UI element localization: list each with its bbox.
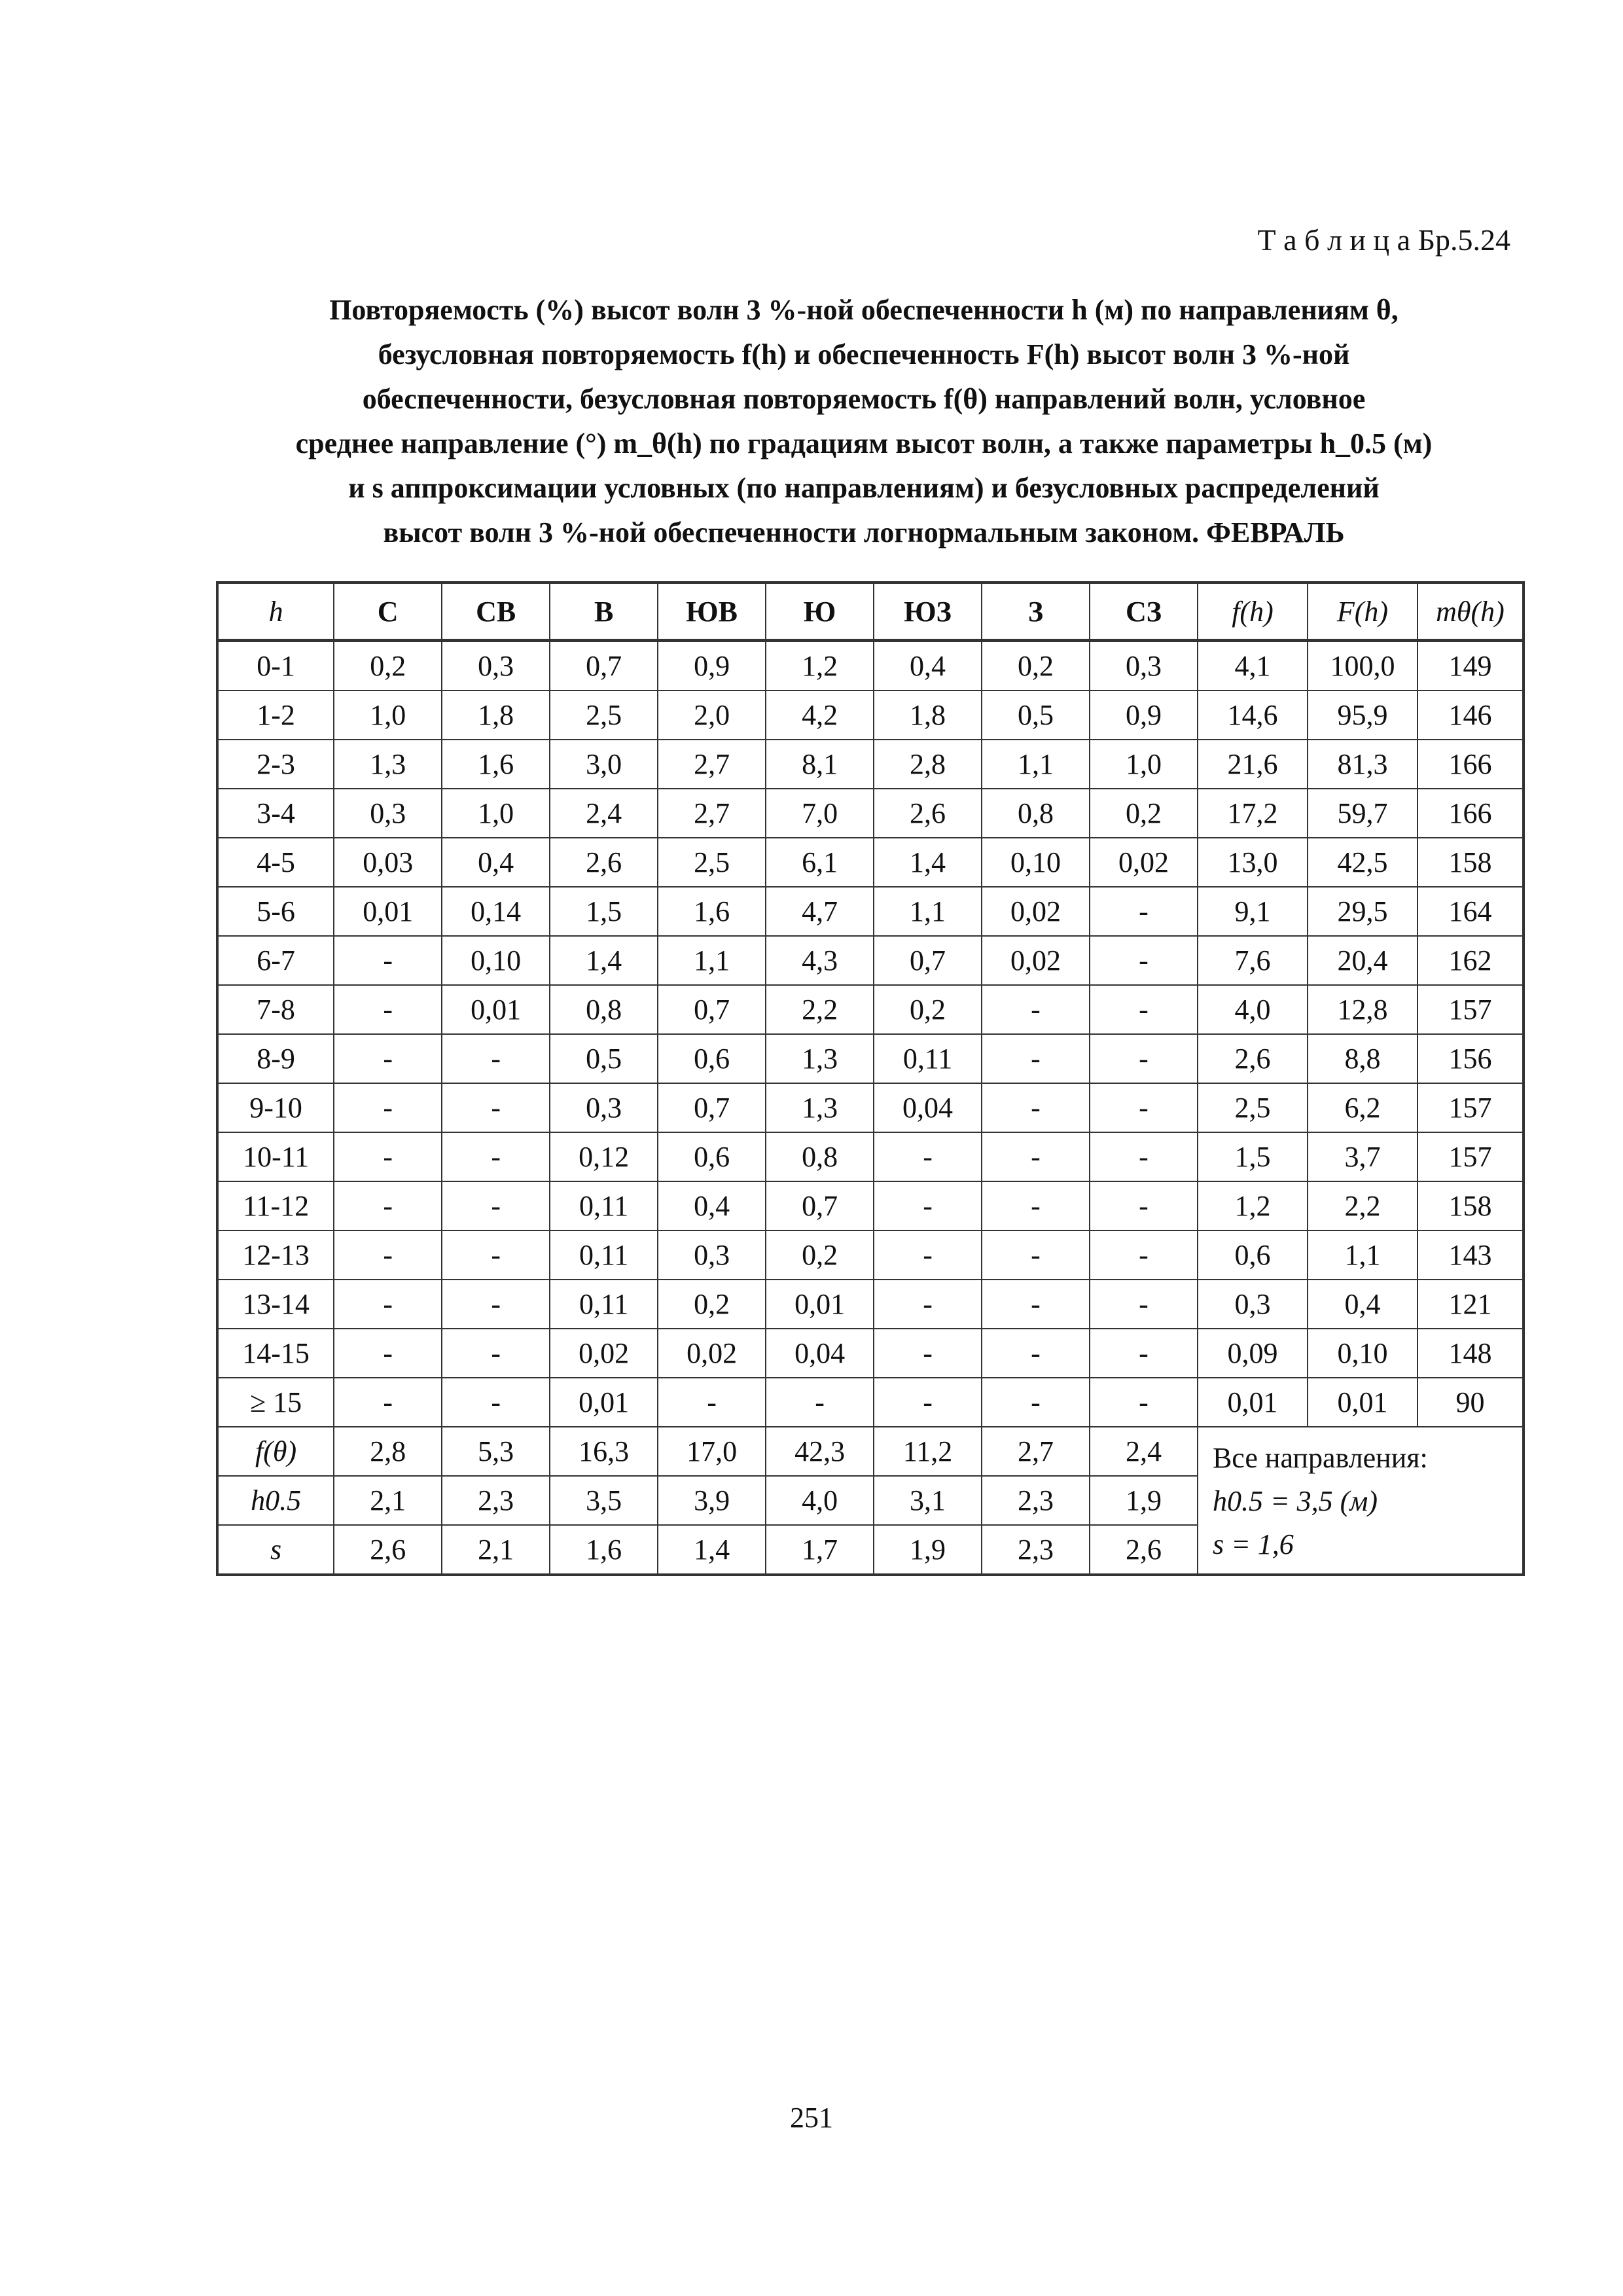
table-cell: - bbox=[1090, 1083, 1198, 1132]
table-cell: 0,7 bbox=[766, 1181, 874, 1230]
table-cell: 0,02 bbox=[550, 1329, 658, 1378]
table-cell: 158 bbox=[1418, 1181, 1524, 1230]
table-cell: 3,0 bbox=[550, 740, 658, 789]
table-row bbox=[217, 887, 1524, 936]
table-cell: 95,9 bbox=[1308, 691, 1418, 740]
all-directions-cell bbox=[1198, 1427, 1524, 1575]
table-cell: - bbox=[1090, 887, 1198, 936]
table-cell: 0,01 bbox=[442, 985, 550, 1034]
col-header-e: В bbox=[550, 583, 658, 641]
table-cell: 0,2 bbox=[874, 985, 982, 1034]
table-cell: 162 bbox=[1418, 936, 1524, 985]
table-cell: 14,6 bbox=[1198, 691, 1308, 740]
table-cell: - bbox=[982, 1230, 1090, 1280]
all-directions-h05: h0.5 = 3,5 (м) bbox=[1212, 1485, 1378, 1517]
row-label: 8-9 bbox=[217, 1034, 334, 1083]
table-cell: 0,09 bbox=[1198, 1329, 1308, 1378]
table-cell: 4,0 bbox=[1198, 985, 1308, 1034]
table-cell: 1,0 bbox=[1090, 740, 1198, 789]
table-cell: - bbox=[442, 1181, 550, 1230]
table-cell: - bbox=[982, 1181, 1090, 1230]
table-cell: 9,1 bbox=[1198, 887, 1308, 936]
table-cell: 143 bbox=[1418, 1230, 1524, 1280]
table-cell: 1,2 bbox=[766, 641, 874, 691]
table-row bbox=[217, 1378, 1524, 1427]
table-cell: 0,04 bbox=[766, 1329, 874, 1378]
row-label: 14-15 bbox=[217, 1329, 334, 1378]
table-cell: 0,04 bbox=[874, 1083, 982, 1132]
summary-body bbox=[217, 1427, 1524, 1575]
table-cell: - bbox=[982, 1034, 1090, 1083]
table-row bbox=[217, 1280, 1524, 1329]
table-row bbox=[217, 838, 1524, 887]
row-label: 4-5 bbox=[217, 838, 334, 887]
table-cell: 4,3 bbox=[766, 936, 874, 985]
table-cell: 0,12 bbox=[550, 1132, 658, 1181]
row-label-f-theta: f(θ) bbox=[217, 1427, 334, 1476]
table-cell: 0,02 bbox=[658, 1329, 766, 1378]
table-cell: 0,10 bbox=[1308, 1329, 1418, 1378]
table-cell: 0,3 bbox=[1090, 641, 1198, 691]
table-cell: 21,6 bbox=[1198, 740, 1308, 789]
col-header-nw: СЗ bbox=[1090, 583, 1198, 641]
table-cell: 0,3 bbox=[442, 641, 550, 691]
table-cell: 1,8 bbox=[442, 691, 550, 740]
table-cell: 1,6 bbox=[658, 887, 766, 936]
table-cell: 0,7 bbox=[658, 1083, 766, 1132]
table-cell: 3,9 bbox=[658, 1476, 766, 1525]
caption-line-1: Повторяемость (%) высот волн 3 %-ной обеспеченности h (м) по направлениям θ, bbox=[329, 294, 1399, 326]
table-cell: 146 bbox=[1418, 691, 1524, 740]
table-cell: 8,1 bbox=[766, 740, 874, 789]
table-cell: 0,5 bbox=[550, 1034, 658, 1083]
table-row bbox=[217, 1230, 1524, 1280]
table-row bbox=[217, 936, 1524, 985]
table-cell: 11,2 bbox=[874, 1427, 982, 1476]
col-header-h: h bbox=[217, 583, 334, 641]
table-cell: 0,02 bbox=[982, 936, 1090, 985]
table-cell: 1,4 bbox=[874, 838, 982, 887]
table-cell: 2,6 bbox=[550, 838, 658, 887]
caption-line-3: обеспеченности, безусловная повторяемость f(θ) направлений волн, условное bbox=[362, 383, 1366, 415]
table-row bbox=[217, 1132, 1524, 1181]
table-cell: - bbox=[334, 985, 442, 1034]
table-row bbox=[217, 1181, 1524, 1230]
table-cell: 158 bbox=[1418, 838, 1524, 887]
table-cell: 42,5 bbox=[1308, 838, 1418, 887]
table-cell: 7,0 bbox=[766, 789, 874, 838]
table-cell: 2,7 bbox=[658, 740, 766, 789]
table-cell: - bbox=[1090, 1181, 1198, 1230]
table-cell: 0,01 bbox=[1308, 1378, 1418, 1427]
table-cell: 0,2 bbox=[1090, 789, 1198, 838]
table-cell: - bbox=[874, 1230, 982, 1280]
table-cell: 6,1 bbox=[766, 838, 874, 887]
table-cell: 5,3 bbox=[442, 1427, 550, 1476]
table-cell: 42,3 bbox=[766, 1427, 874, 1476]
table-cell: 1,4 bbox=[658, 1525, 766, 1575]
caption-line-2: безусловная повторяемость f(h) и обеспеченность F(h) высот волн 3 %-ной bbox=[378, 338, 1350, 370]
table-cell: 0,01 bbox=[1198, 1378, 1308, 1427]
table-cell: - bbox=[874, 1329, 982, 1378]
table-cell: 29,5 bbox=[1308, 887, 1418, 936]
table-cell: 1,8 bbox=[874, 691, 982, 740]
table-cell: 2,3 bbox=[982, 1476, 1090, 1525]
table-cell: 0,2 bbox=[766, 1230, 874, 1280]
table-cell: 13,0 bbox=[1198, 838, 1308, 887]
table-cell: 0,11 bbox=[550, 1230, 658, 1280]
table-cell: 0,4 bbox=[874, 641, 982, 691]
table-cell: 1,6 bbox=[442, 740, 550, 789]
all-directions-title: Все направления: bbox=[1212, 1442, 1428, 1474]
table-cell: 121 bbox=[1418, 1280, 1524, 1329]
table-row bbox=[217, 641, 1524, 691]
table-cell: 0,4 bbox=[1308, 1280, 1418, 1329]
row-label: ≥ 15 bbox=[217, 1378, 334, 1427]
table-cell: 2,3 bbox=[982, 1525, 1090, 1575]
table-cell: - bbox=[982, 1280, 1090, 1329]
col-header-fh: f(h) bbox=[1198, 583, 1308, 641]
row-label: 11-12 bbox=[217, 1181, 334, 1230]
col-header-Fh: F(h) bbox=[1308, 583, 1418, 641]
table-cell: 17,2 bbox=[1198, 789, 1308, 838]
table-cell: 2,1 bbox=[442, 1525, 550, 1575]
table-cell: 157 bbox=[1418, 1083, 1524, 1132]
table-cell: - bbox=[334, 1329, 442, 1378]
table-cell: 2,4 bbox=[550, 789, 658, 838]
table-cell: - bbox=[982, 1329, 1090, 1378]
table-caption bbox=[216, 288, 1512, 555]
table-cell: 0,2 bbox=[334, 641, 442, 691]
table-cell: 156 bbox=[1418, 1034, 1524, 1083]
table-cell: 2,6 bbox=[1198, 1034, 1308, 1083]
table-cell: 2,6 bbox=[874, 789, 982, 838]
col-header-se: ЮВ bbox=[658, 583, 766, 641]
header-row bbox=[217, 583, 1524, 641]
table-row bbox=[217, 1083, 1524, 1132]
table-cell: 7,6 bbox=[1198, 936, 1308, 985]
col-header-n: С bbox=[334, 583, 442, 641]
table-cell: 2,3 bbox=[442, 1476, 550, 1525]
table-cell: - bbox=[1090, 1132, 1198, 1181]
table-cell: - bbox=[1090, 1378, 1198, 1427]
table-cell: - bbox=[1090, 1280, 1198, 1329]
table-cell: 2,6 bbox=[334, 1525, 442, 1575]
table-cell: 1,9 bbox=[1090, 1476, 1198, 1525]
table-cell: 2,7 bbox=[982, 1427, 1090, 1476]
caption-line-6: высот волн 3 %-ной обеспеченности логнормальным законом. ФЕВРАЛЬ bbox=[383, 516, 1345, 548]
table-cell: 59,7 bbox=[1308, 789, 1418, 838]
table-cell: 1,1 bbox=[874, 887, 982, 936]
table-cell: 0,8 bbox=[982, 789, 1090, 838]
table-cell: 1,5 bbox=[550, 887, 658, 936]
row-label: 10-11 bbox=[217, 1132, 334, 1181]
row-label-h05: h0.5 bbox=[217, 1476, 334, 1525]
table-cell: 0,14 bbox=[442, 887, 550, 936]
table-cell: - bbox=[874, 1181, 982, 1230]
table-cell: 2,7 bbox=[658, 789, 766, 838]
table-cell: - bbox=[334, 1280, 442, 1329]
table-cell: 2,1 bbox=[334, 1476, 442, 1525]
table-cell: 81,3 bbox=[1308, 740, 1418, 789]
table-cell: 0,7 bbox=[658, 985, 766, 1034]
table-cell: 0,9 bbox=[658, 641, 766, 691]
row-label: 13-14 bbox=[217, 1280, 334, 1329]
table-cell: 0,6 bbox=[658, 1132, 766, 1181]
table-cell: 0,01 bbox=[550, 1378, 658, 1427]
table-row bbox=[217, 1329, 1524, 1378]
row-label-s: s bbox=[217, 1525, 334, 1575]
table-cell: - bbox=[442, 1083, 550, 1132]
table-cell: 1,1 bbox=[982, 740, 1090, 789]
table-row bbox=[217, 789, 1524, 838]
table-cell: 12,8 bbox=[1308, 985, 1418, 1034]
table-cell: 0,2 bbox=[658, 1280, 766, 1329]
table-cell: 2,8 bbox=[334, 1427, 442, 1476]
table-cell: 1,5 bbox=[1198, 1132, 1308, 1181]
table-cell: 2,6 bbox=[1090, 1525, 1198, 1575]
table-cell: 1,0 bbox=[442, 789, 550, 838]
table-cell: 0,6 bbox=[658, 1034, 766, 1083]
table-cell: 1,6 bbox=[550, 1525, 658, 1575]
col-header-mtheta: mθ(h) bbox=[1418, 583, 1524, 641]
wave-height-table bbox=[216, 581, 1525, 1576]
table-cell: 1,3 bbox=[334, 740, 442, 789]
table-cell: 6,2 bbox=[1308, 1083, 1418, 1132]
caption-line-5: и s аппроксимации условных (по направлениям) и безусловных распределений bbox=[348, 472, 1380, 504]
table-cell: 1,4 bbox=[550, 936, 658, 985]
table-row bbox=[217, 1034, 1524, 1083]
table-cell: 0,2 bbox=[982, 641, 1090, 691]
table-cell: - bbox=[334, 936, 442, 985]
table-cell: - bbox=[1090, 1329, 1198, 1378]
table-cell: 0,7 bbox=[874, 936, 982, 985]
table-cell: - bbox=[442, 1378, 550, 1427]
table-cell: 0,3 bbox=[1198, 1280, 1308, 1329]
table-cell: 0,01 bbox=[766, 1280, 874, 1329]
table-cell: 17,0 bbox=[658, 1427, 766, 1476]
table-cell: - bbox=[334, 1181, 442, 1230]
table-cell: 3,5 bbox=[550, 1476, 658, 1525]
table-cell: 0,10 bbox=[442, 936, 550, 985]
table-cell: 2,2 bbox=[766, 985, 874, 1034]
table-cell: 3,1 bbox=[874, 1476, 982, 1525]
table-cell: 3,7 bbox=[1308, 1132, 1418, 1181]
table-cell: 0,02 bbox=[1090, 838, 1198, 887]
table-cell: - bbox=[874, 1378, 982, 1427]
table-cell: 16,3 bbox=[550, 1427, 658, 1476]
table-cell: - bbox=[442, 1230, 550, 1280]
table-cell: - bbox=[982, 1083, 1090, 1132]
table-cell: - bbox=[766, 1378, 874, 1427]
table-cell: - bbox=[1090, 1230, 1198, 1280]
table-cell: - bbox=[982, 1132, 1090, 1181]
table-cell: - bbox=[334, 1034, 442, 1083]
table-cell: - bbox=[334, 1083, 442, 1132]
col-header-w: З bbox=[982, 583, 1090, 641]
table-cell: 4,0 bbox=[766, 1476, 874, 1525]
table-cell: - bbox=[1090, 985, 1198, 1034]
table-cell: 0,11 bbox=[550, 1181, 658, 1230]
table-cell: 157 bbox=[1418, 1132, 1524, 1181]
table-cell: 1,1 bbox=[1308, 1230, 1418, 1280]
table-cell: - bbox=[442, 1034, 550, 1083]
row-label: 6-7 bbox=[217, 936, 334, 985]
table-cell: - bbox=[442, 1329, 550, 1378]
table-cell: 157 bbox=[1418, 985, 1524, 1034]
table-cell: 149 bbox=[1418, 641, 1524, 691]
table-cell: 0,3 bbox=[334, 789, 442, 838]
table-cell: 166 bbox=[1418, 740, 1524, 789]
table-cell: 0,11 bbox=[874, 1034, 982, 1083]
table-cell: - bbox=[874, 1280, 982, 1329]
table-cell: 2,5 bbox=[658, 838, 766, 887]
row-label: 2-3 bbox=[217, 740, 334, 789]
all-directions-s: s = 1,6 bbox=[1212, 1528, 1294, 1560]
table-cell: 164 bbox=[1418, 887, 1524, 936]
table-cell: 166 bbox=[1418, 789, 1524, 838]
page-number: 251 bbox=[790, 2102, 833, 2134]
table-cell: 0,11 bbox=[550, 1280, 658, 1329]
table-cell: 90 bbox=[1418, 1378, 1524, 1427]
table-cell: - bbox=[334, 1378, 442, 1427]
table-cell: 4,2 bbox=[766, 691, 874, 740]
table-cell: - bbox=[982, 985, 1090, 1034]
row-label: 0-1 bbox=[217, 641, 334, 691]
table-cell: 4,7 bbox=[766, 887, 874, 936]
table-cell: 1,1 bbox=[658, 936, 766, 985]
table-cell: 0,5 bbox=[982, 691, 1090, 740]
table-cell: 1,9 bbox=[874, 1525, 982, 1575]
row-label: 5-6 bbox=[217, 887, 334, 936]
table-cell: 0,02 bbox=[982, 887, 1090, 936]
table-cell: 1,7 bbox=[766, 1525, 874, 1575]
caption-line-4: среднее направление (°) m_θ(h) по градациям высот волн, а также параметры h_0.5 (м) bbox=[295, 427, 1433, 459]
table-cell: 0,7 bbox=[550, 641, 658, 691]
table-cell: 0,3 bbox=[550, 1083, 658, 1132]
table-cell: 148 bbox=[1418, 1329, 1524, 1378]
table-cell: 1,3 bbox=[766, 1034, 874, 1083]
table-cell: - bbox=[874, 1132, 982, 1181]
table-cell: 2,5 bbox=[1198, 1083, 1308, 1132]
table-cell: 2,8 bbox=[874, 740, 982, 789]
table-cell: 2,4 bbox=[1090, 1427, 1198, 1476]
table-row bbox=[217, 740, 1524, 789]
table-cell: 20,4 bbox=[1308, 936, 1418, 985]
table-cell: 1,3 bbox=[766, 1083, 874, 1132]
table-cell: - bbox=[442, 1132, 550, 1181]
table-body bbox=[217, 641, 1524, 1427]
table-cell: - bbox=[1090, 1034, 1198, 1083]
summary-row-f-theta bbox=[217, 1427, 1524, 1476]
table-cell: - bbox=[658, 1378, 766, 1427]
table-cell: 0,3 bbox=[658, 1230, 766, 1280]
table-cell: 0,4 bbox=[442, 838, 550, 887]
table-cell: 0,8 bbox=[766, 1132, 874, 1181]
table-cell: 0,10 bbox=[982, 838, 1090, 887]
table-cell: 8,8 bbox=[1308, 1034, 1418, 1083]
table-cell: 0,6 bbox=[1198, 1230, 1308, 1280]
table-cell: - bbox=[982, 1378, 1090, 1427]
table-cell: 2,0 bbox=[658, 691, 766, 740]
table-cell: - bbox=[442, 1280, 550, 1329]
col-header-ne: СВ bbox=[442, 583, 550, 641]
table-cell: 0,9 bbox=[1090, 691, 1198, 740]
table-cell: 1,0 bbox=[334, 691, 442, 740]
table-cell: 100,0 bbox=[1308, 641, 1418, 691]
table-cell: - bbox=[1090, 936, 1198, 985]
table-cell: 1,2 bbox=[1198, 1181, 1308, 1230]
table-cell: - bbox=[334, 1230, 442, 1280]
table-row bbox=[217, 691, 1524, 740]
table-cell: 4,1 bbox=[1198, 641, 1308, 691]
table-label: Т а б л и ц а Бр.5.24 bbox=[1257, 223, 1510, 257]
table-cell: 2,2 bbox=[1308, 1181, 1418, 1230]
table-cell: 0,4 bbox=[658, 1181, 766, 1230]
table-cell: 0,8 bbox=[550, 985, 658, 1034]
table-row bbox=[217, 985, 1524, 1034]
row-label: 1-2 bbox=[217, 691, 334, 740]
table-cell: 0,03 bbox=[334, 838, 442, 887]
col-header-sw: ЮЗ bbox=[874, 583, 982, 641]
table-cell: - bbox=[334, 1132, 442, 1181]
table-cell: 0,01 bbox=[334, 887, 442, 936]
row-label: 9-10 bbox=[217, 1083, 334, 1132]
col-header-s: Ю bbox=[766, 583, 874, 641]
table-cell: 2,5 bbox=[550, 691, 658, 740]
row-label: 7-8 bbox=[217, 985, 334, 1034]
row-label: 3-4 bbox=[217, 789, 334, 838]
row-label: 12-13 bbox=[217, 1230, 334, 1280]
